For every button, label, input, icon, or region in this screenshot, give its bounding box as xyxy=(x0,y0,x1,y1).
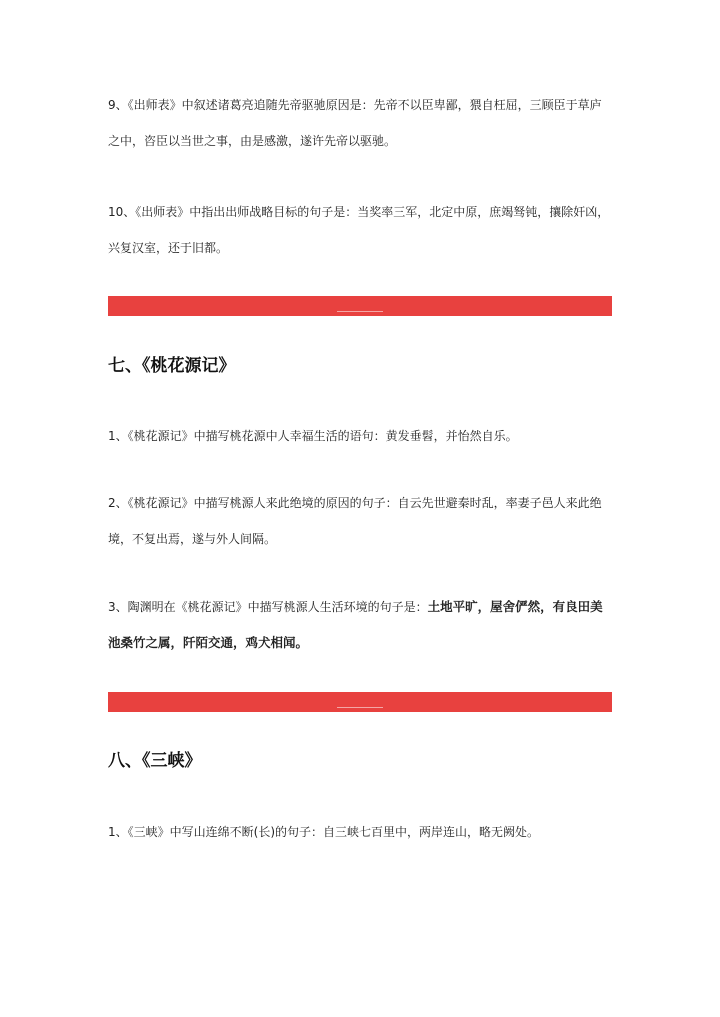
section-divider xyxy=(108,692,612,712)
divider-notch xyxy=(337,311,383,312)
divider-notch xyxy=(337,707,383,708)
paragraph-chushibiao-9: 9、《出师表》中叙述诸葛亮追随先帝驱驰原因是：先帝不以臣卑鄙，猥自枉屈，三顾臣于草庐之中，咨臣以当世之事，由是感激，遂许先帝以驱驰。 xyxy=(108,98,602,148)
section-divider xyxy=(108,296,612,316)
paragraph-chushibiao-10: 10、《出师表》中指出出师战略目标的句子是：当奖率三军，北定中原，庶竭驽钝，攘除奸凶，兴复汉室，还于旧都。 xyxy=(108,205,610,255)
section-heading-sanxia: 八、《三峡》 xyxy=(108,751,202,771)
paragraph-prefix: 3、陶渊明在《桃花源记》中描写桃源人生活环境的句子是： xyxy=(108,600,428,614)
paragraph-taohuayuanji-3 xyxy=(108,589,612,661)
section-heading-taohuayuanji: 七、《桃花源记》 xyxy=(108,356,236,376)
paragraph-taohuayuanji-1: 1、《桃花源记》中描写桃花源中人幸福生活的语句：黄发垂髫，并怡然自乐。 xyxy=(108,429,518,443)
answer-bold-text: 土地平旷，屋舍俨然，有良田美池桑竹之属，阡陌交通，鸡犬相闻。 xyxy=(108,599,603,650)
paragraph-sanxia-1: 1、《三峡》中写山连绵不断(长)的句子：自三峡七百里中，两岸连山，略无阙处。 xyxy=(108,825,540,839)
paragraph-taohuayuanji-2: 2、《桃花源记》中描写桃源人来此绝境的原因的句子：自云先世避秦时乱，率妻子邑人来此绝境，不复出焉，遂与外人间隔。 xyxy=(108,496,602,546)
